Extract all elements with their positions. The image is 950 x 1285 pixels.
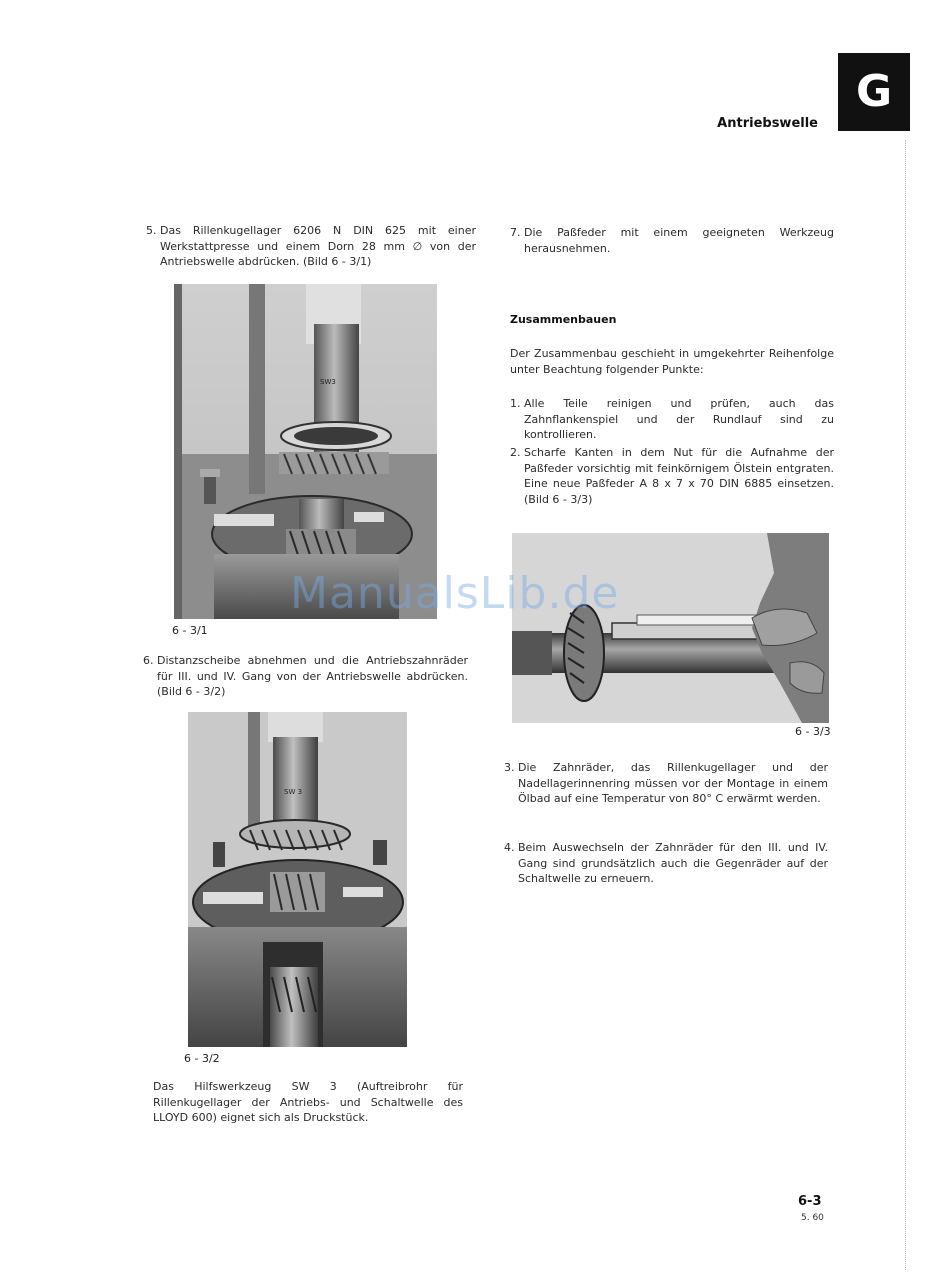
step-number: 7. [510,226,521,239]
figure-6-3-2 [188,712,407,1047]
point-number: 2. [510,446,521,459]
point-number: 1. [510,397,521,410]
step-number: 5. [146,224,157,237]
step-text: Distanzscheibe abnehmen und die Antriebszahnräder für III. und IV. Gang von der Antriebswelle abdrücken. (Bild 6 - 3/2) [157,654,468,698]
step-5 [146,223,476,270]
point-number: 3. [504,761,515,774]
page-number: 6-3 [798,1194,822,1209]
page-edge-line [905,140,907,1270]
point-text: Scharfe Kanten in dem Nut für die Aufnahme der Paßfeder vorsichtig mit feinkörnigem Ölstein entgraten. Eine neue Paßfeder A 8 x 7 x 70 DIN 6885 einsetzen. (Bild 6 - 3/3) [524,446,834,506]
page-date: 5. 60 [801,1213,824,1223]
point-text: Alle Teile reinigen und prüfen, auch das Zahnflankenspiel und der Rundlauf sind zu kontrollieren. [524,397,834,441]
figure-6-3-3 [512,533,829,723]
step-7 [510,225,834,256]
assembly-point-1 [510,396,834,443]
tool-note: Das Hilfswerkzeug SW 3 (Auftreibrohr für Rillenkugellager der Antriebs- und Schaltwelle des LLOYD 600) eignet sich als Druckstück. [153,1080,463,1124]
assembly-intro: Der Zusammenbau geschieht in umgekehrter Reihenfolge unter Beachtung folgender Punkte: [510,347,834,376]
assembly-point-3 [504,760,828,807]
figure-6-3-3-caption: 6 - 3/3 [795,725,831,738]
step-6 [143,653,468,700]
point-text: Beim Auswechseln der Zahnräder für den III. und IV. Gang sind grundsätzlich auch die Gegenräder auf der Schaltwelle zu erneuern. [518,841,828,885]
step-text: Die Paßfeder mit einem geeigneten Werkzeug herausnehmen. [524,226,834,255]
assembly-point-4 [504,840,828,887]
figure-6-3-1-caption: 6 - 3/1 [172,624,208,637]
figure-6-3-2-caption: 6 - 3/2 [184,1052,220,1065]
watermark: ManualsLib.de [290,568,620,619]
fig1-tool-label: SW3 [320,378,336,386]
section-tab: G [838,53,910,131]
step-number: 6. [143,654,154,667]
point-number: 4. [504,841,515,854]
page-header-title: Antriebswelle [717,116,818,131]
assembly-point-2 [510,445,834,507]
fig2-tool-label: SW 3 [284,788,303,796]
section-heading: Zusammenbauen [510,313,617,326]
step-text: Das Rillenkugellager 6206 N DIN 625 mit einer Werkstattpresse und einem Dorn 28 mm ∅ von der Antriebswelle abdrücken. (Bild 6 - 3/1) [160,224,476,268]
point-text: Die Zahnräder, das Rillenkugellager und der Nadellagerinnenring müssen vor der Montage in einem Ölbad auf eine Temperatur von 80° C erwärmt werden. [518,761,828,805]
